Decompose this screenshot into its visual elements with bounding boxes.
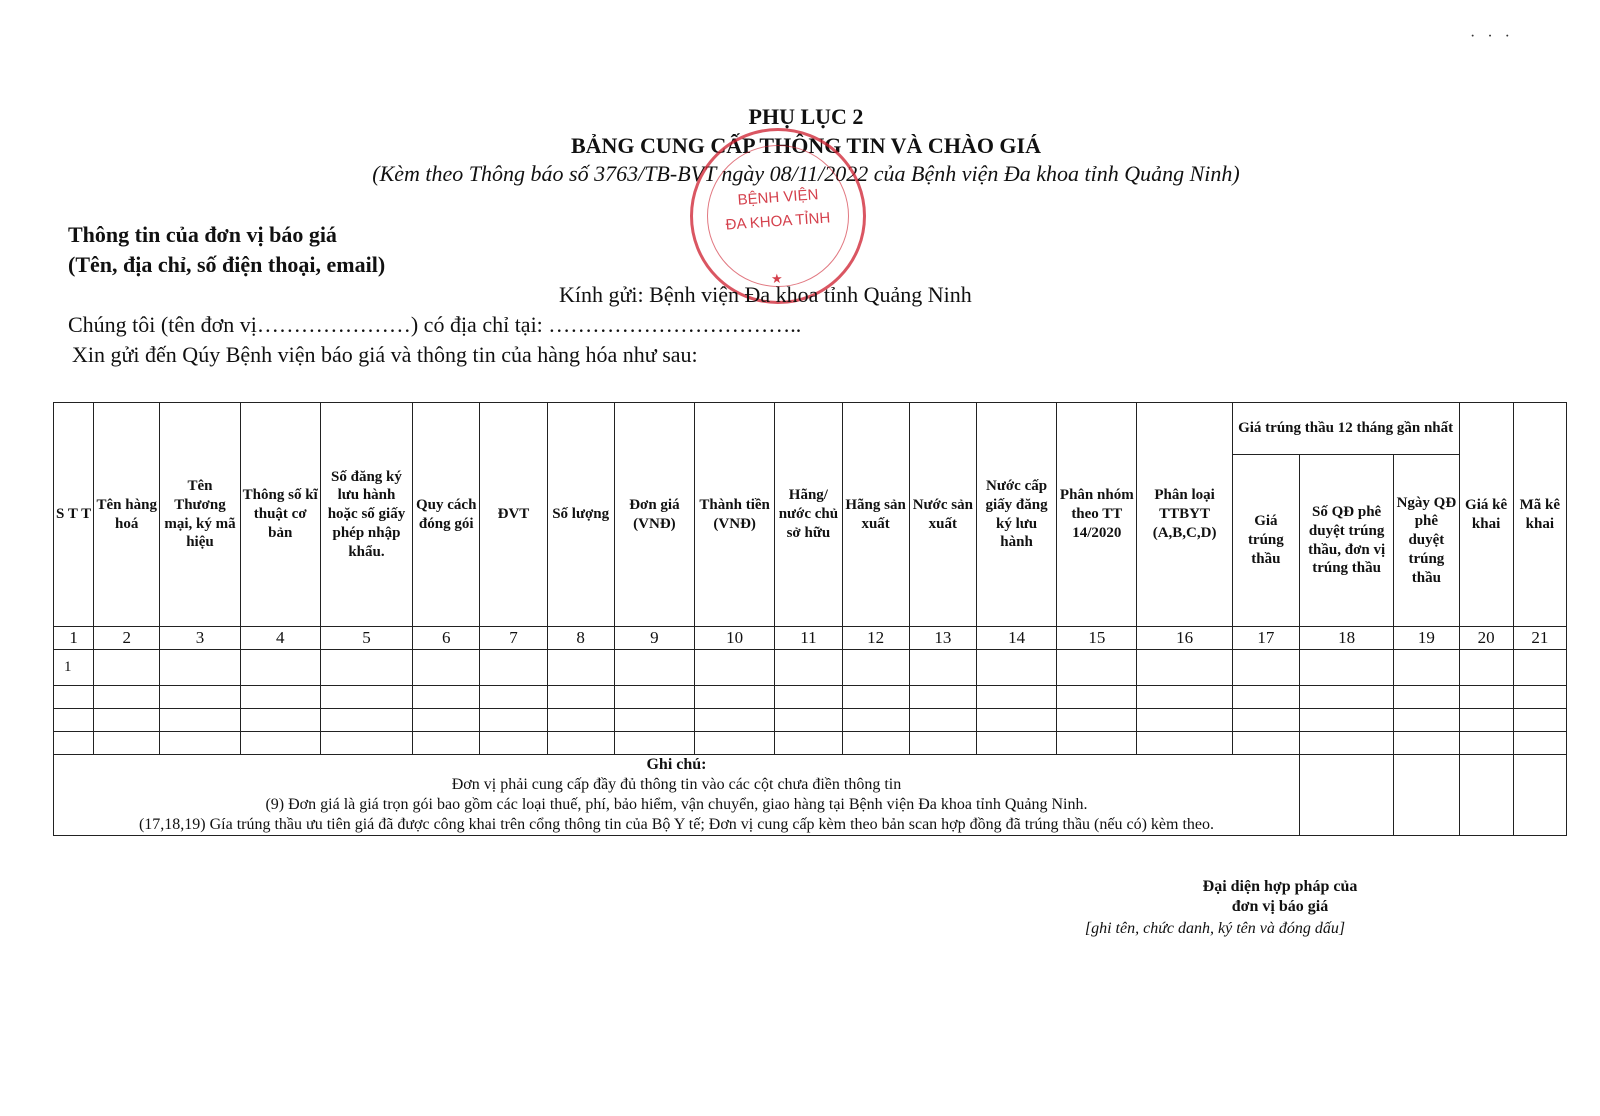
col-number: 6 — [413, 627, 480, 650]
col-number: 17 — [1232, 627, 1299, 650]
notes-title: Ghi chú: — [646, 756, 707, 773]
col-header-decision-no: Số QĐ phê duyệt trúng thầu, đơn vị trúng thầu — [1299, 455, 1393, 627]
addressee: Kính gửi: Bệnh viện Đa khoa tỉnh Quảng Ninh — [559, 282, 972, 307]
intro-line-1: Chúng tôi (tên đơn vị…………………) có địa chỉ tại: …………………………….. — [68, 312, 802, 337]
col-header-packaging: Quy cách đóng gói — [413, 403, 480, 627]
signature-instruction: [ghi tên, chức danh, ký tên và đóng dấu] — [1084, 920, 1346, 937]
col-header-item-name: Tên hàng hoá — [94, 403, 160, 627]
col-number: 9 — [614, 627, 694, 650]
col-header-amount: Thành tiền (VNĐ) — [695, 403, 775, 627]
col-header-group: Phân nhóm theo TT 14/2020 — [1057, 403, 1137, 627]
col-header-owner: Hãng/ nước chủ sở hữu — [775, 403, 842, 627]
col-header-manufacturer: Hãng sản xuất — [842, 403, 909, 627]
col-header-quantity: Số lượng — [547, 403, 614, 627]
col-number: 13 — [909, 627, 976, 650]
notes-cell — [54, 755, 1300, 836]
col-header-declared-code: Mã kê khai — [1513, 403, 1566, 627]
col-header-registration: Số đăng ký lưu hành hoặc số giấy phép nhập khẩu. — [320, 403, 412, 627]
col-number: 1 — [54, 627, 94, 650]
col-number: 12 — [842, 627, 909, 650]
signature-title-2: đơn vị báo giá — [1231, 898, 1329, 915]
table-row — [54, 686, 1567, 709]
col-header-unit: ĐVT — [480, 403, 547, 627]
col-number: 11 — [775, 627, 842, 650]
col-header-unit-price: Đơn giá (VNĐ) — [614, 403, 694, 627]
col-header-registration-country: Nước cấp giấy đăng ký lưu hành — [976, 403, 1056, 627]
stamp-line-1: BỆNH VIỆN — [737, 186, 819, 209]
stamp-star-icon: ★ — [771, 271, 783, 286]
col-number: 2 — [94, 627, 160, 650]
col-header-declared-price: Giá kê khai — [1459, 403, 1513, 627]
appendix-title: PHỤ LỤC 2 — [748, 104, 864, 129]
note-line-1: Đơn vị phải cung cấp đầy đủ thông tin vào các cột chưa điền thông tin — [451, 776, 902, 793]
form-subtitle: (Kèm theo Thông báo số 3763/TB-BVT ngày 08/11/2022 của Bệnh viện Đa khoa tỉnh Quảng Ninh) — [372, 161, 1240, 186]
col-number: 4 — [240, 627, 320, 650]
quotation-table — [53, 402, 1567, 836]
intro-line-2: Xin gửi đến Qúy Bệnh viện báo giá và thông tin của hàng hóa như sau: — [72, 342, 698, 367]
col-header-recent-bid-group: Giá trúng thầu 12 tháng gần nhất — [1232, 403, 1459, 455]
col-number: 21 — [1513, 627, 1566, 650]
col-number: 16 — [1137, 627, 1232, 650]
signature-title-1: Đại diện hợp pháp của — [1202, 878, 1358, 895]
table-row — [54, 732, 1567, 755]
col-number: 8 — [547, 627, 614, 650]
col-number: 18 — [1299, 627, 1393, 650]
sender-info-subheading: (Tên, địa chỉ, số điện thoại, email) — [68, 252, 386, 277]
col-number: 19 — [1394, 627, 1459, 650]
col-number: 10 — [695, 627, 775, 650]
col-number: 3 — [160, 627, 240, 650]
sender-info-heading: Thông tin của đơn vị báo giá — [68, 222, 337, 247]
col-number: 5 — [320, 627, 412, 650]
stamp-line-2: ĐA KHOA TỈNH — [725, 209, 831, 234]
hospital-stamp — [690, 128, 866, 304]
table-row — [54, 650, 1567, 686]
col-number: 15 — [1057, 627, 1137, 650]
scan-dots: ··· — [1470, 28, 1522, 45]
col-header-decision-date: Ngày QĐ phê duyệt trúng thầu — [1394, 455, 1459, 627]
note-line-2: (9) Đơn giá là giá trọn gói bao gồm các loại thuế, phí, bảo hiểm, vận chuyển, giao hàng tại Bệnh viện Đa khoa tỉnh Quảng Ninh. — [265, 796, 1088, 813]
row-stt: 1 — [54, 650, 94, 686]
col-header-specs: Thông số kĩ thuật cơ bản — [240, 403, 320, 627]
col-header-stt: S T T — [54, 403, 94, 627]
note-line-3: (17,18,19) Gía trúng thầu ưu tiên giá đã được công khai trên cổng thông tin của Bộ Y tế; Đơn vị cung cấp kèm theo bản scan hợp đồng đã trúng thầu (nếu có) kèm theo. — [138, 816, 1214, 833]
form-title: BẢNG CUNG CẤP THÔNG TIN VÀ CHÀO GIÁ — [570, 133, 1041, 158]
col-header-classification: Phân loại TTBYT (A,B,C,D) — [1137, 403, 1232, 627]
col-number: 14 — [976, 627, 1056, 650]
col-header-trade-name: Tên Thương mại, ký mã hiệu — [160, 403, 240, 627]
col-header-country: Nước sản xuất — [909, 403, 976, 627]
col-header-bid-price: Giá trúng thầu — [1232, 455, 1299, 627]
col-number: 7 — [480, 627, 547, 650]
col-number: 20 — [1459, 627, 1513, 650]
table-row — [54, 709, 1567, 732]
